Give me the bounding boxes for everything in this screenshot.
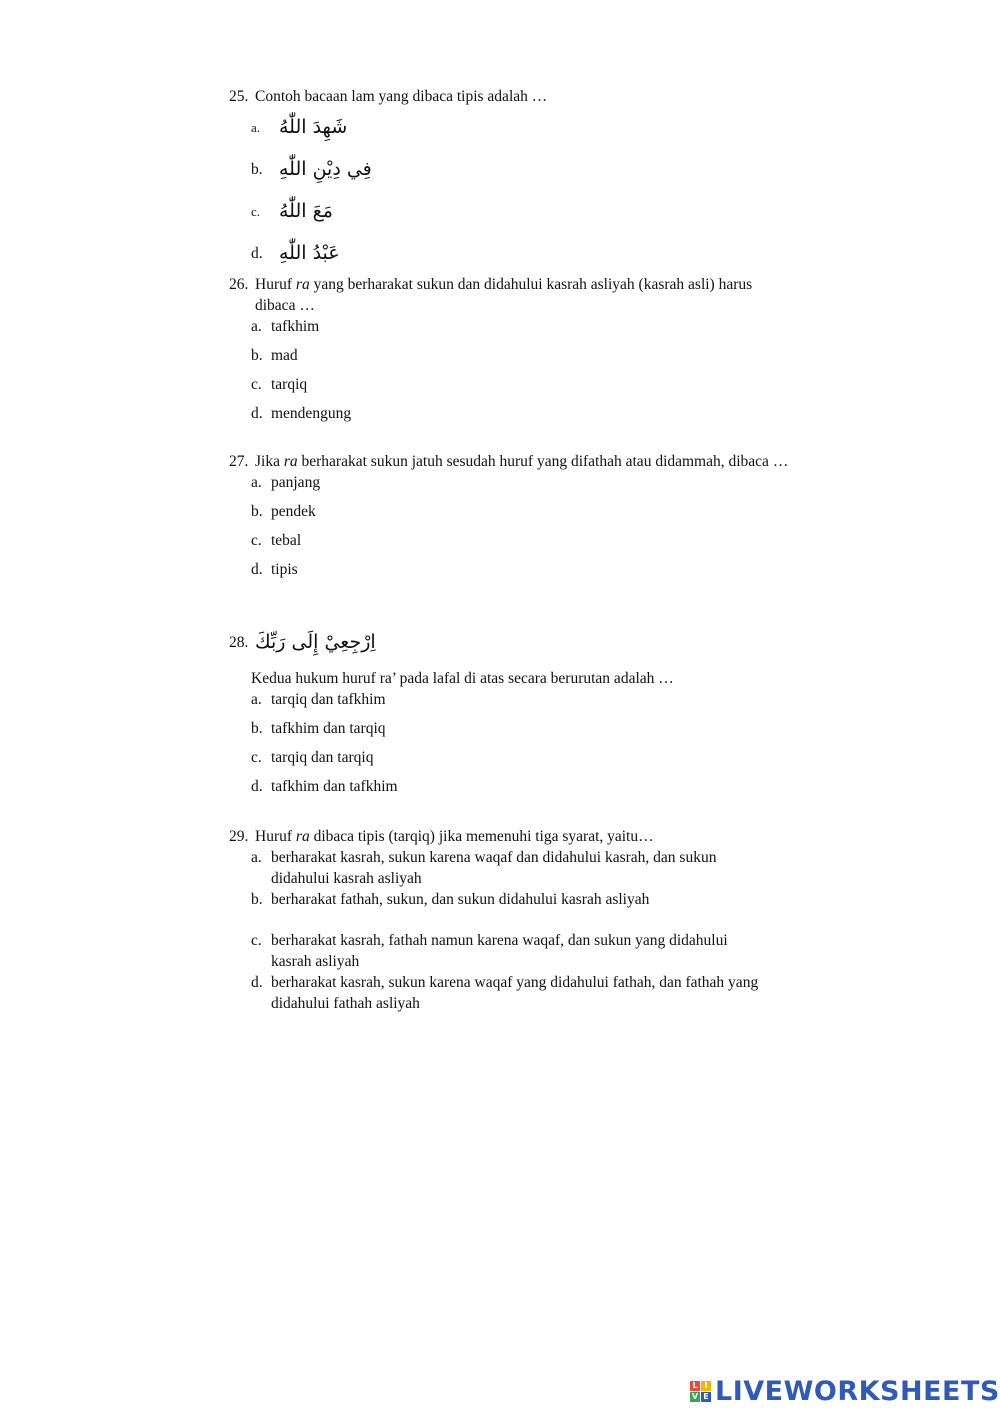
question-text: Kedua hukum huruf ra’ pada lafal di atas secara berurutan adalah … xyxy=(251,670,674,687)
option-text: mad xyxy=(271,347,298,364)
logo-tile: V xyxy=(691,1391,699,1401)
option-letter: b. xyxy=(251,161,263,178)
option-c[interactable] xyxy=(251,374,789,395)
option-d[interactable] xyxy=(251,559,789,580)
option-text: tafkhim xyxy=(271,318,320,335)
option-a[interactable] xyxy=(251,689,789,710)
option-letter: d. xyxy=(251,974,263,991)
option-letter: d. xyxy=(251,561,263,578)
option-a[interactable] xyxy=(251,847,789,889)
question-28 xyxy=(229,632,789,797)
option-letter: b. xyxy=(251,891,263,908)
option-letter: c. xyxy=(251,204,261,219)
question-stem xyxy=(229,826,789,847)
option-text: tarqiq dan tafkhim xyxy=(271,691,386,708)
option-a[interactable] xyxy=(251,117,789,138)
option-letter: b. xyxy=(251,720,263,737)
question-text: Huruf ra dibaca tipis (tarqiq) jika memenuhi tiga syarat, yaitu… xyxy=(255,828,654,845)
option-letter: d. xyxy=(251,245,263,262)
option-letter: b. xyxy=(251,347,263,364)
logo-tile: L xyxy=(690,1381,700,1391)
option-b[interactable] xyxy=(251,718,789,739)
option-text: panjang xyxy=(271,474,321,491)
option-d[interactable] xyxy=(251,403,789,424)
question-text: Contoh bacaan lam yang dibaca tipis adalah … xyxy=(255,88,548,105)
option-d[interactable] xyxy=(251,776,789,797)
option-letter: b. xyxy=(251,503,263,520)
option-text: tarqiq dan tarqiq xyxy=(271,749,374,766)
option-letter: a. xyxy=(251,849,262,866)
question-number: 27. xyxy=(229,453,249,470)
option-d[interactable] xyxy=(251,972,789,1014)
option-letter: a. xyxy=(251,474,262,491)
option-text: berharakat kasrah, fathah namun karena waqaf, dan sukun yang didahului kasrah asliyah xyxy=(271,932,728,970)
question-text: Jika ra berharakat sukun jatuh sesudah huruf yang difathah atau didammah, dibaca … xyxy=(255,453,789,470)
option-arabic: فِي دِيْنِ اللّٰهِ xyxy=(279,158,372,180)
option-letter: a. xyxy=(251,120,261,135)
option-b[interactable] xyxy=(251,501,789,522)
option-text: berharakat kasrah, sukun karena waqaf yang didahului fathah, dan fathah yang didahului fathah asliyah xyxy=(271,974,759,1012)
option-letter: a. xyxy=(251,318,262,335)
question-number: 28. xyxy=(229,634,249,651)
option-letter: c. xyxy=(251,532,262,549)
option-c[interactable] xyxy=(251,747,789,768)
option-text: berharakat fathah, sukun, dan sukun didahului kasrah asliyah xyxy=(271,891,650,908)
option-letter: c. xyxy=(251,749,262,766)
question-number: 25. xyxy=(229,88,249,105)
question-25 xyxy=(229,86,789,264)
option-c[interactable] xyxy=(251,530,789,551)
option-text: tarqiq xyxy=(271,376,308,393)
option-text: tafkhim dan tafkhim xyxy=(271,778,398,795)
option-text: tebal xyxy=(271,532,302,549)
liveworksheets-brand[interactable] xyxy=(690,1376,1000,1406)
question-stem xyxy=(229,86,789,107)
option-letter: d. xyxy=(251,405,263,422)
option-a[interactable] xyxy=(251,316,789,337)
option-b[interactable] xyxy=(251,159,789,180)
option-arabic: مَعَ اللّٰهُ xyxy=(279,200,333,222)
option-b[interactable] xyxy=(251,889,789,910)
question-stem xyxy=(229,632,789,653)
option-c[interactable] xyxy=(251,201,789,222)
question-arabic-phrase: اِرْجِعِيْ إِلَى رَبِّكَ xyxy=(255,631,376,653)
option-letter: c. xyxy=(251,932,262,949)
question-stem xyxy=(229,274,789,316)
liveworksheets-logo-icon xyxy=(690,1381,711,1402)
question-text: Huruf ra yang berharakat sukun dan didahului kasrah asliyah (kasrah asli) harus dibaca … xyxy=(255,276,753,314)
question-27 xyxy=(229,451,789,580)
option-text: mendengung xyxy=(271,405,352,422)
question-26 xyxy=(229,274,789,424)
option-letter: d. xyxy=(251,778,263,795)
option-letter: c. xyxy=(251,376,262,393)
option-c[interactable] xyxy=(251,930,789,972)
option-text: tipis xyxy=(271,561,298,578)
option-arabic: شَهِدَ اللّٰهُ xyxy=(279,116,348,138)
option-text: pendek xyxy=(271,503,316,520)
option-d[interactable] xyxy=(251,243,789,264)
option-b[interactable] xyxy=(251,345,789,366)
option-a[interactable] xyxy=(251,472,789,493)
question-stem xyxy=(229,451,789,472)
brand-name: LIVEWORKSHEETS xyxy=(715,1375,1000,1407)
option-text: tafkhim dan tarqiq xyxy=(271,720,386,737)
question-29 xyxy=(229,826,789,1014)
question-number: 29. xyxy=(229,828,249,845)
logo-tile: I xyxy=(701,1381,711,1391)
logo-tile: E xyxy=(701,1392,711,1402)
question-number: 26. xyxy=(229,276,249,293)
option-letter: a. xyxy=(251,691,262,708)
option-arabic: عَبْدُ اللّٰهِ xyxy=(279,242,340,264)
option-text: berharakat kasrah, sukun karena waqaf dan didahului kasrah, dan sukun didahului kasrah asliyah xyxy=(271,849,717,887)
